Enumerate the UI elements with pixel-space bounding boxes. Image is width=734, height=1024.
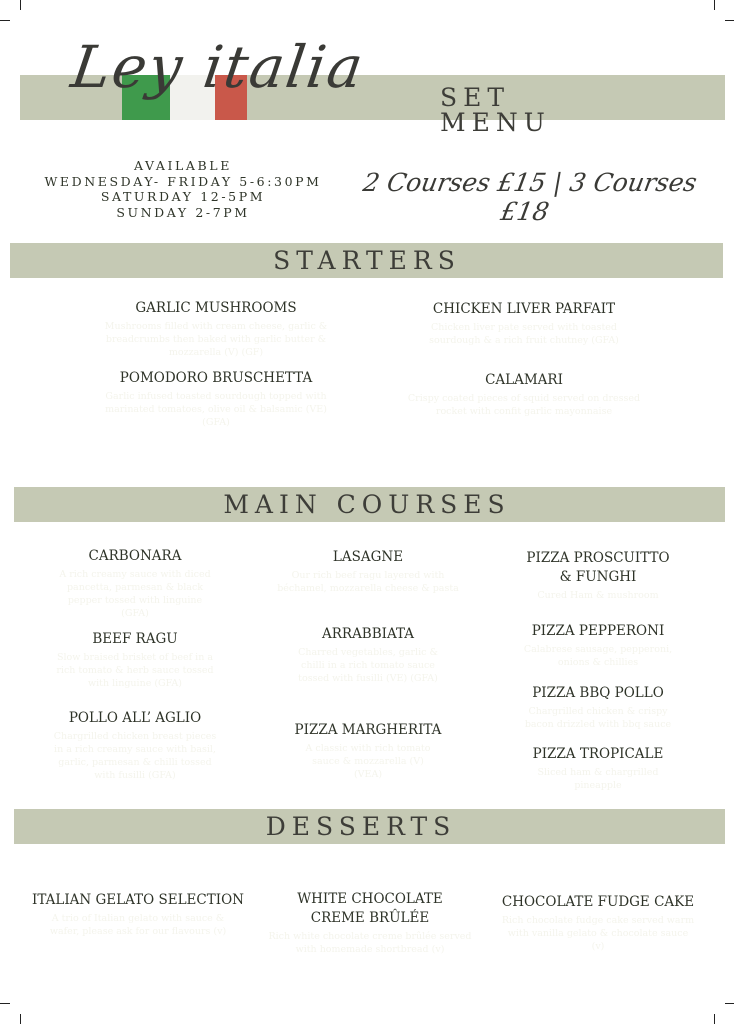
dish-description: Chicken liver pate served with toasted sourdough & a rich fruit chutney (GFA) bbox=[429, 322, 619, 346]
crop-mark bbox=[725, 1003, 734, 1004]
dish-name: LASAGNE bbox=[332, 549, 404, 565]
dish-name: CHOCOLATE FUDGE CAKE bbox=[501, 894, 695, 910]
crop-mark bbox=[714, 0, 715, 10]
dish-name: BEEF RAGU bbox=[92, 631, 178, 647]
crop-mark bbox=[20, 0, 21, 10]
dish-name: POLLO ALL’ AGLIO bbox=[68, 710, 202, 726]
crop-mark bbox=[0, 20, 10, 21]
main-item bbox=[40, 547, 230, 620]
dessert-item bbox=[490, 893, 706, 953]
dish-name: CALAMARI bbox=[485, 372, 563, 388]
dish-name: POMODORO BRUSCHETTA bbox=[119, 370, 313, 386]
main-item bbox=[270, 625, 466, 685]
main-item bbox=[505, 549, 691, 602]
dish-name: PIZZA PEPPERONI bbox=[531, 623, 665, 639]
dish-description: A classic with rich tomato sauce & mozzarella (V) (VEA) bbox=[305, 743, 431, 780]
dish-description: Rich white chocolate creme brûlée served with homemade shortbread (v) bbox=[268, 931, 472, 955]
dish-name: CHICKEN LIVER PARFAIT bbox=[432, 301, 616, 317]
availability-line: AVAILABLE bbox=[134, 158, 232, 173]
dish-name: PIZZA PROSCUITTO & FUNGHI bbox=[526, 550, 670, 585]
starter-item bbox=[80, 299, 352, 359]
availability-line: WEDNESDAY- FRIDAY 5-6:30PM bbox=[44, 173, 322, 189]
desserts-heading: DESSERTS bbox=[265, 812, 457, 841]
dessert-item bbox=[22, 891, 254, 938]
crop-mark bbox=[0, 1003, 10, 1004]
crop-mark bbox=[20, 1014, 21, 1024]
dish-name: ITALIAN GELATO SELECTION bbox=[32, 892, 244, 908]
dish-name: ARRABBIATA bbox=[321, 626, 415, 642]
availability-line: SATURDAY 12-5PM bbox=[100, 189, 266, 204]
dish-description: Calabrese sausage, pepperoni, onions & chillies bbox=[523, 644, 673, 668]
dish-name: PIZZA TROPICALE bbox=[532, 746, 664, 762]
dish-name: CARBONARA bbox=[88, 548, 182, 564]
dessert-item bbox=[262, 890, 478, 956]
dish-description: Crispy coated pieces of squid served on dressed rocket with confit garlic mayonnaise bbox=[407, 393, 641, 417]
main-item bbox=[505, 622, 691, 669]
dish-description: A rich creamy sauce with diced pancetta, parmesan & black pepper tossed with linguine (GFA) bbox=[59, 569, 211, 619]
dish-description: Garlic infused toasted sourdough topped with marinated tomatoes, olive oil & balsamic (VE) (GFA) bbox=[105, 391, 327, 428]
crop-mark bbox=[714, 1014, 715, 1024]
dish-name: PIZZA BBQ POLLO bbox=[532, 685, 664, 701]
mains-heading: MAIN COURSES bbox=[223, 490, 511, 519]
dish-description: A trio of Italian gelato with sauce & wafer, please ask for our flavours (v) bbox=[49, 913, 227, 937]
dish-description: Slow braised brisket of beef in a rich tomato & herb sauce tossed with linguine (GFA) bbox=[56, 652, 214, 689]
dish-description: Chargrilled chicken & crispy bacon drizzled with bbq sauce bbox=[524, 706, 672, 730]
dish-description: Cured Ham & mushroom bbox=[537, 590, 659, 601]
availability-line: SUNDAY 2-7PM bbox=[116, 204, 250, 220]
main-item bbox=[40, 630, 230, 690]
dish-name: WHITE CHOCOLATE CREME BRÛLÉE bbox=[297, 891, 443, 926]
dish-description: Sliced ham & chargrilled pineapple bbox=[537, 767, 659, 791]
dish-name: PIZZA MARGHERITA bbox=[294, 722, 442, 738]
dish-name: GARLIC MUSHROOMS bbox=[135, 300, 297, 316]
starter-item bbox=[388, 300, 660, 347]
dish-description: Mushrooms filled with cream cheese, garlic & breadcrumbs then baked with garlic butter & mozzarella (V) (GF) bbox=[104, 321, 328, 358]
crop-mark bbox=[725, 20, 734, 21]
main-item bbox=[40, 709, 230, 782]
main-item bbox=[270, 721, 466, 781]
starters-heading: STARTERS bbox=[273, 246, 461, 275]
main-item bbox=[505, 745, 691, 792]
starter-item bbox=[380, 371, 668, 418]
dish-description: Rich chocolate fudge cake served warm with vanilla gelato & chocolate sauce (v) bbox=[501, 915, 695, 952]
pricing-text: 2 Courses £15 | 3 Courses £18 bbox=[360, 168, 700, 226]
dish-description: Charred vegetables, garlic & chilli in a rich tomato sauce tossed with fusilli (VE) (GFA) bbox=[298, 647, 438, 684]
dish-description: Our rich beef ragu layered with béchamel, mozzarella cheese & pasta bbox=[277, 570, 459, 594]
main-item bbox=[270, 548, 466, 595]
restaurant-logo: Ley italia bbox=[67, 33, 369, 101]
starter-item bbox=[80, 369, 352, 429]
set-menu-title: SET MENU bbox=[440, 83, 551, 137]
main-item bbox=[505, 684, 691, 731]
availability-info bbox=[28, 158, 338, 220]
dish-description: Chargrilled chicken breast pieces in a rich creamy sauce with basil, garlic, parmesan & chilli tossed with fusilli (GFA) bbox=[53, 731, 217, 781]
